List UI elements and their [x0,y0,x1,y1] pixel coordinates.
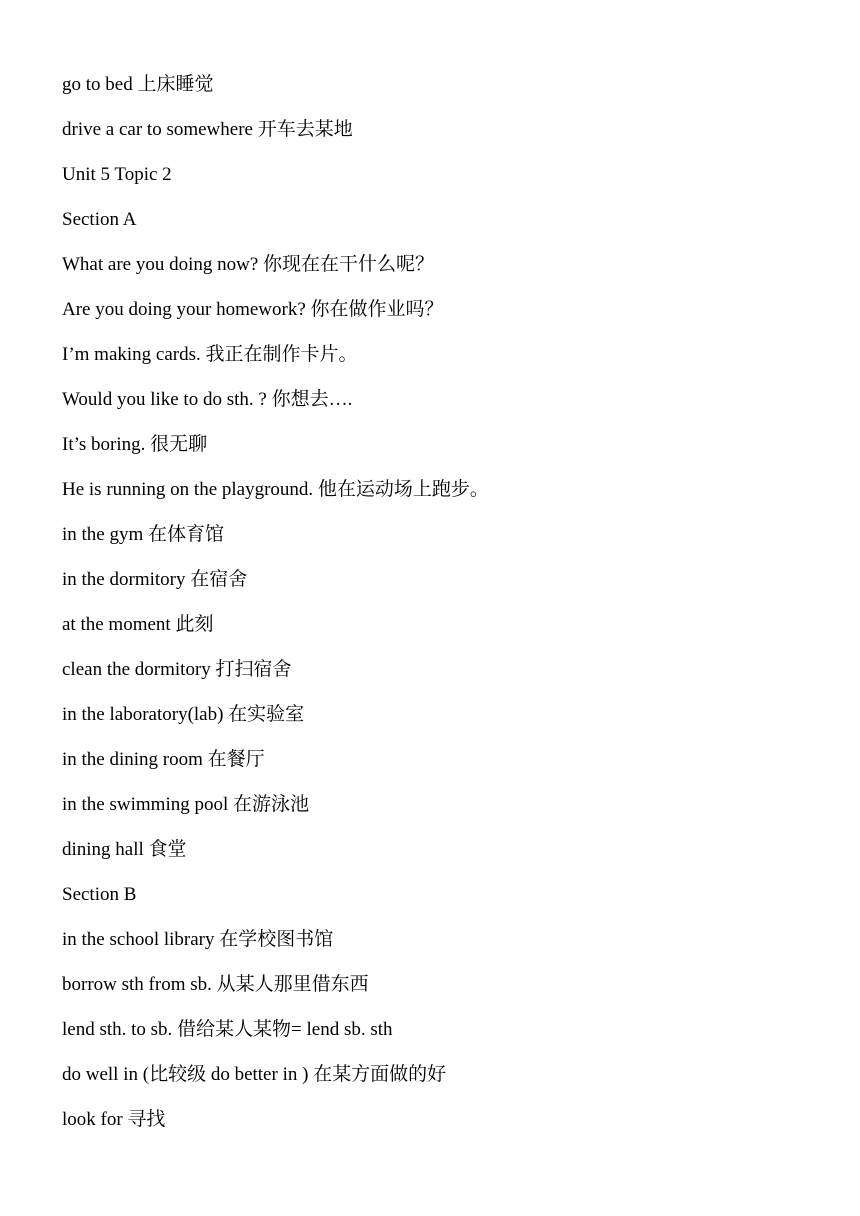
vocab-line: borrow sth from sb. 从某人那里借东西 [62,974,369,995]
vocab-line: drive a car to somewhere 开车去某地 [62,119,353,140]
vocab-line: It’s boring. 很无聊 [62,434,208,455]
vocab-line: in the dormitory 在宿舍 [62,569,248,590]
vocab-line: do well in (比较级 do better in ) 在某方面做的好 [62,1064,447,1085]
vocab-line: in the dining room 在餐厅 [62,749,265,770]
vocab-line: in the gym 在体育馆 [62,524,225,545]
vocab-line: in the laboratory(lab) 在实验室 [62,704,305,725]
vocab-line: lend sth. to sb. 借给某人某物= lend sb. sth [62,1019,393,1040]
section-heading: Section A [62,209,137,230]
vocab-line: look for 寻找 [62,1109,166,1130]
vocab-line: in the swimming pool 在游泳池 [62,794,310,815]
vocab-line: I’m making cards. 我正在制作卡片。 [62,344,358,365]
vocab-line: What are you doing now? 你现在在干什么呢？ [62,254,435,275]
vocab-line: dining hall 食堂 [62,839,187,860]
vocabulary-list [62,72,820,1152]
vocab-line: go to bed 上床睡觉 [62,74,214,95]
vocab-line: He is running on the playground. 他在运动场上跑步。 [62,479,489,500]
unit-heading: Unit 5 Topic 2 [62,164,172,185]
vocab-line: clean the dormitory 打扫宿舍 [62,659,292,680]
section-heading: Section B [62,884,137,905]
vocab-line: in the school library 在学校图书馆 [62,929,334,950]
vocab-line: Are you doing your homework? 你在做作业吗？ [62,299,444,320]
vocab-line: Would you like to do sth. ? 你想去…. [62,389,353,410]
vocab-line: at the moment 此刻 [62,614,214,635]
